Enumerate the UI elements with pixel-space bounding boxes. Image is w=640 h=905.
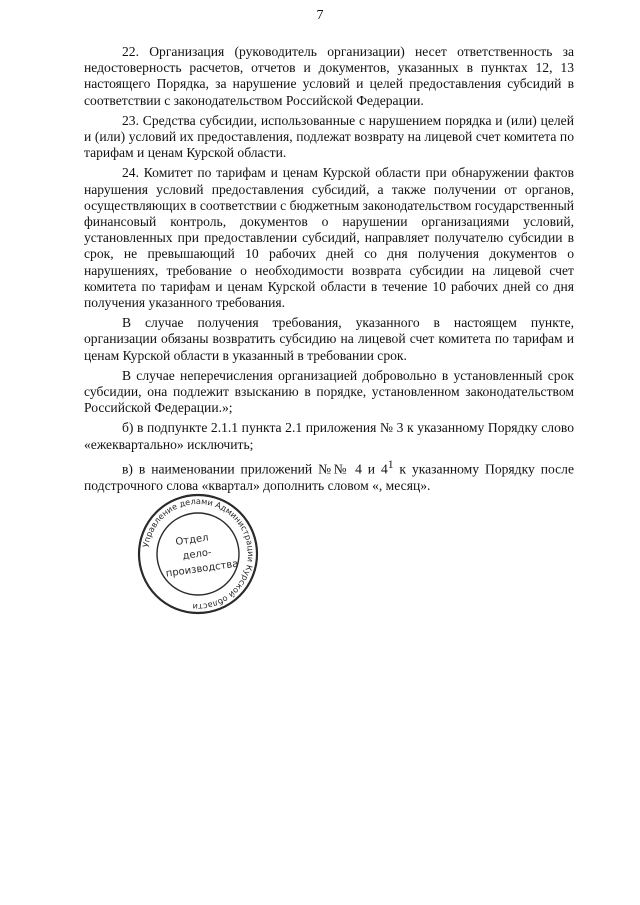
- page-number: 7: [316, 8, 324, 23]
- paragraph-23: 23. Средства субсидии, использованные с нарушением порядка и (или) целей и (или) условий их предоставления, подлежат возврату на лицевой счет комитета по тарифам и ценам Курской области.: [84, 112, 574, 161]
- stamp-outer-text: Управление делами Администрации Курской области: [140, 495, 257, 613]
- office-stamp: [136, 492, 260, 616]
- paragraph-non-transfer: В случае неперечисления организацией добровольно в установленный срок субсидии, она подлежит взысканию в порядке, установленном законодательством Российской Федерации.»;: [84, 367, 574, 416]
- stamp-inner-line-2: дело-: [181, 547, 213, 563]
- paragraph-requirement: В случае получения требования, указанного в настоящем пункте, организации обязаны возвратить субсидию на лицевой счет комитета по тарифам и ценам Курской области в указанный в требовании срок.: [84, 315, 574, 363]
- paragraph-24: 24. Комитет по тарифам и ценам Курской области при обнаружении фактов нарушения условий предоставления субсидий, а также получении от органов, осуществляющих в соответствии с бюджетным законодательством государственный финансовый контроль, документов о нарушении организациями условий, установленных при предоставлении субсидий, направляет получателю субсидии в срок, не превышающий 10 рабочих дней со дня получения документов о нарушениях, требование о необходимости возврата субсидии на лицевой счет комитета по тарифам и ценам Курской области в течение 10 рабочих дней со дня получения указанного требования.: [84, 165, 574, 311]
- paragraph-v-start: в) в наименовании приложений №№ 4 и 4: [122, 461, 388, 477]
- document-body: [84, 44, 574, 498]
- stamp-inner-line-1: Отдел: [174, 532, 210, 548]
- stamp-inner-line-3: производства: [165, 558, 240, 580]
- stamp-graphic: [136, 492, 260, 616]
- paragraph-v: [84, 457, 574, 494]
- paragraph-b: б) в подпункте 2.1.1 пункта 2.1 приложения № 3 к указанному Порядку слово «ежеквартально» исключить;: [84, 420, 574, 452]
- superscript-one: 1: [387, 458, 394, 471]
- paragraph-22: 22. Организация (руководитель организации) несет ответственность за недостоверность расчетов, отчетов и документов, указанных в пунктах 12, 13 настоящего Порядка, за нарушение условий и целей предоставления субсидий в соответствии с законодательством Российской Федерации.: [84, 44, 574, 108]
- paragraph-v-end: к указанному Порядку после подстрочного слова «квартал» дополнить словом «, месяц».: [84, 461, 574, 493]
